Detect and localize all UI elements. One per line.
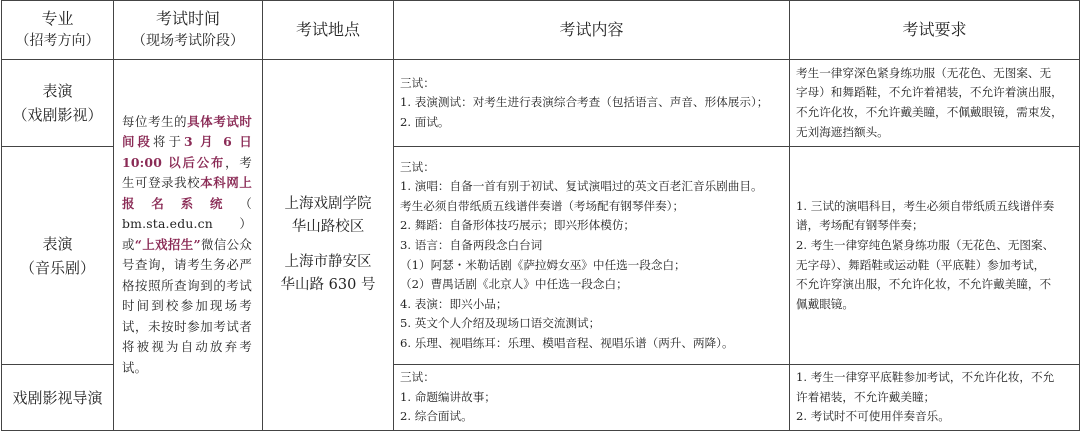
content-cell: 三试： 1. 命题编讲故事； 2. 综合面试。: [394, 365, 790, 431]
content-cell: 三试： 1. 表演测试：对考生进行表演综合考查（包括语言、声音、形体展示）； 2. 面试。: [394, 60, 790, 147]
content-cell: 三试： 1. 演唱：自备一首有别于初试、复试演唱过的英文百老汇音乐剧曲目。 考生必须自带纸质五线谱伴奏谱（考场配有钢琴伴奏）； 2. 舞蹈：自备形体技巧展示；即兴形体模仿； 3. 语言：自备两段念白台词 （1）阿瑟・米勒话剧《萨拉姆女巫》中任选一段念白； （2）曹禺话剧《北京人》中任选一段念白； 4. 表演：即兴小品； 5. 英文个人介绍及现场口语交流测试； 6. 乐理、视唱练耳：乐理、模唱音程、视唱乐谱（两升、两降）。: [394, 147, 790, 365]
header-requirements: 考试要求: [790, 1, 1080, 60]
table-row: [2, 60, 1080, 147]
requirements-cell: 1. 考生一律穿平底鞋参加考试，不允许化妆，不允 许着裙装，不允许戴美瞳； 2. 考试时不可使用伴奏音乐。: [790, 365, 1080, 431]
exam-place-cell: 上海戏剧学院 华山路校区 上海市静安区 华山路 630 号: [263, 60, 394, 431]
exam-time-cell: 每位考生的具体考试时间段将于3 月 6 日 10:00 以后公布，考生可登录我校本科网上报名系统（ bm.sta.edu.cn ） 或“上戏招生”微信公众号查询，请考生务必严格按照所查询到的考试时间到校参加现场考试，未按时参加考试者将被视为自动放弃考试。: [114, 60, 263, 431]
major-cell: 表演 （戏剧影视）: [2, 60, 114, 147]
major-cell: 戏剧影视导演: [2, 365, 114, 431]
requirements-cell: 1. 三试的演唱科目，考生必须自带纸质五线谱伴奏 谱，考场配有钢琴伴奏； 2. 考生一律穿纯色紧身练功服（无花色、无图案、 无字母）、舞蹈鞋或运动鞋（平底鞋）参加考试， 不允许穿演出服，不允许化妆，不允许戴美瞳，不 佩戴眼镜。: [790, 147, 1080, 365]
header-place: 考试地点: [263, 1, 394, 60]
header-row: [2, 1, 1080, 60]
header-time: 考试时间 （现场考试阶段）: [114, 1, 263, 60]
header-major: 专业 （招考方向）: [2, 1, 114, 60]
exam-table: [1, 0, 1080, 431]
requirements-cell: 考生一律穿深色紧身练功服（无花色、无图案、无 字母）和舞蹈鞋，不允许着裙装，不允许着演出服， 不允许化妆，不允许戴美瞳，不佩戴眼镜，需束发， 无刘海遮挡额头。: [790, 60, 1080, 147]
header-content: 考试内容: [394, 1, 790, 60]
major-cell: 表演 （音乐剧）: [2, 147, 114, 365]
